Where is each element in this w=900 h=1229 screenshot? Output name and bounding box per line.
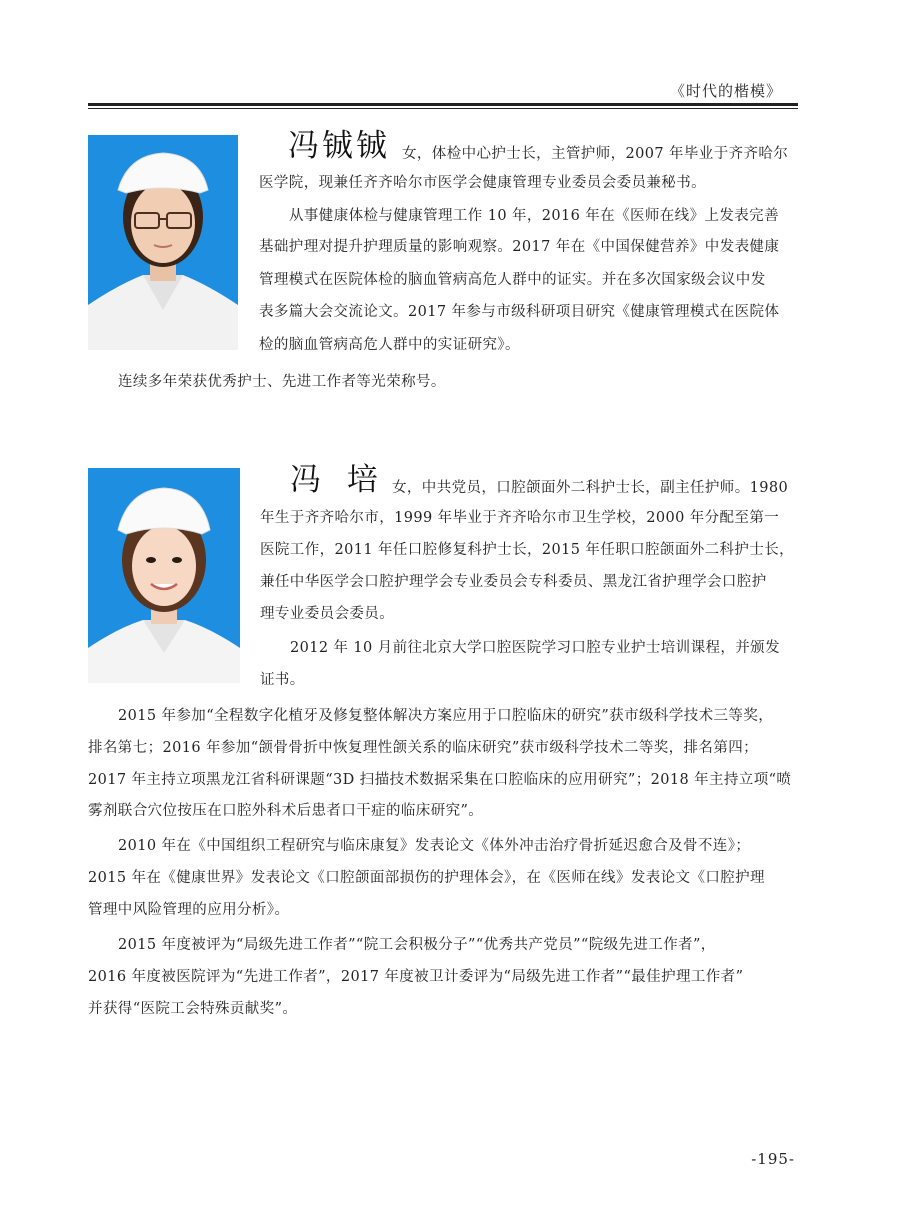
portrait-photo-1	[88, 135, 238, 350]
person-2-line: 管理中风险管理的应用分析》。	[88, 902, 290, 918]
person-2-line: 排名第七；2016 年参加“颌骨骨折中恢复理性颌关系的临床研究”获市级科学技术二等奖，排名第四；	[88, 740, 759, 756]
person-2-line: 2015 年度被评为“局级先进工作者”“院工会积极分子”“优秀共产党员”“院级先进工作者”，	[118, 937, 716, 953]
person-1-line: 基础护理对提升护理质量的影响观察。2017 年在《中国保健营养》中发表健康	[259, 239, 780, 255]
portrait-photo-2	[88, 468, 240, 683]
person-1-line: 女，体检中心护士长，主管护师，2007 年毕业于齐齐哈尔	[402, 146, 789, 162]
person-2-line: 年生于齐齐哈尔市，1999 年毕业于齐齐哈尔市卫生学校，2000 年分配至第一	[260, 510, 780, 526]
person-2-line: 2012 年 10 月前往北京大学口腔医院学习口腔专业护士培训课程，并颁发	[290, 640, 780, 656]
header-rule-thick	[88, 103, 798, 106]
person-1-line: 从事健康体检与健康管理工作 10 年，2016 年在《医师在线》上发表完善	[289, 208, 779, 224]
person-1-line: 表多篇大会交流论文。2017 年参与市级科研项目研究《健康管理模式在医院体	[259, 304, 780, 320]
running-header: 《时代的楷模》	[669, 82, 782, 100]
person-2-line: 医院工作，2011 年任口腔修复科护士长，2015 年任职口腔颌面外二科护士长，	[260, 542, 795, 558]
person-1-line: 检的脑血管病高危人群中的实证研究》。	[259, 337, 520, 353]
person-2-line: 雾剂联合穴位按压在口腔外科术后患者口干症的临床研究”。	[88, 803, 484, 819]
header-rule-thin	[88, 108, 798, 109]
person-2-line: 2010 年在《中国组织工程研究与临床康复》发表论文《体外冲击治疗骨折延迟愈合及骨不连》；	[118, 838, 751, 854]
person-1-line: 医学院，现兼任齐齐哈尔市医学会健康管理专业委员会委员兼秘书。	[259, 175, 706, 191]
person-2-line: 证书。	[260, 672, 305, 688]
person-1-line: 管理模式在医院体检的脑血管病高危人群中的证实。并在多次国家级会议中发	[259, 272, 766, 288]
person-2-line: 2016 年度被医院评为“先进工作者”，2017 年度被卫计委评为“局级先进工作者”“最佳护理工作者”	[88, 969, 744, 985]
person-2-line: 2015 年在《健康世界》发表论文《口腔颌面部损伤的护理体会》，在《医师在线》发表论文《口腔护理	[88, 870, 765, 886]
person-2-name: 冯 培	[290, 462, 386, 498]
person-2-line: 2017 年主持立项黑龙江省科研课题“3D 扫描技术数据采集在口腔临床的应用研究”；2018 年主持立项“喷	[88, 772, 792, 788]
page-number: -195-	[751, 1150, 795, 1168]
person-2-line: 2015 年参加“全程数字化植牙及修复整体解决方案应用于口腔临床的研究”获市级科学技术三等奖，	[118, 708, 774, 724]
person-2-line: 女，中共党员，口腔颌面外二科护士长，副主任护师。1980	[392, 480, 789, 496]
person-2-line: 兼任中华医学会口腔护理学会专业委员会专科委员、黑龙江省护理学会口腔护	[260, 574, 767, 590]
person-1-name: 冯铖铖	[288, 128, 390, 164]
person-1-line: 连续多年荣获优秀护士、先进工作者等光荣称号。	[118, 374, 446, 390]
person-2-line: 理专业委员会委员。	[260, 606, 395, 622]
person-2-line: 并获得“医院工会特殊贡献奖”。	[88, 1001, 298, 1017]
